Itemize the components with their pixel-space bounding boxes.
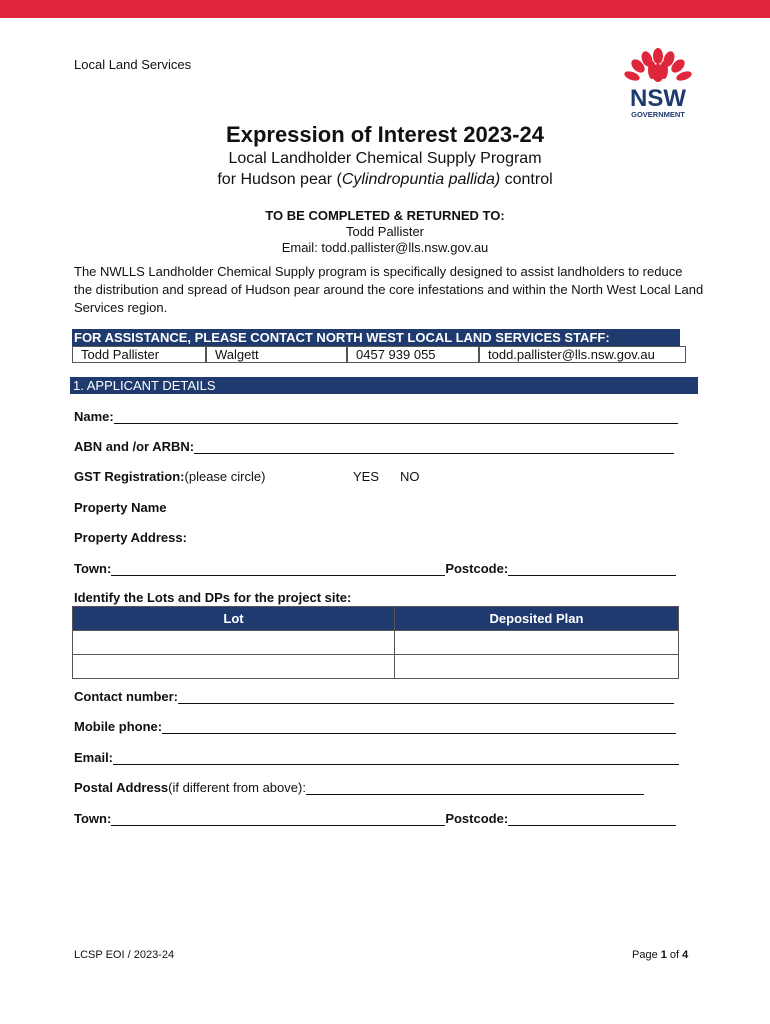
name-field bbox=[74, 409, 678, 424]
return-email: Email: todd.pallister@lls.nsw.gov.au bbox=[281, 240, 489, 255]
footer-page-number bbox=[632, 949, 688, 961]
of-word: of bbox=[666, 949, 683, 961]
abn-label: ABN and /or ARBN: bbox=[74, 439, 195, 454]
contact-phone: 0457 939 055 bbox=[347, 346, 479, 363]
postal-address-field bbox=[74, 780, 644, 795]
property-name-field bbox=[74, 500, 166, 515]
deposited-plan-column-header: Deposited Plan bbox=[395, 607, 679, 631]
postal-address-input-line[interactable] bbox=[306, 782, 644, 795]
abn-input-line[interactable] bbox=[194, 441, 674, 454]
town-input-line[interactable] bbox=[111, 563, 445, 576]
agency-name: Local Land Services bbox=[74, 57, 192, 72]
lot-cell[interactable] bbox=[73, 631, 395, 655]
town-label-2: Town: bbox=[74, 811, 112, 826]
section-applicant-details: 1. APPLICANT DETAILS bbox=[70, 377, 698, 394]
table-row bbox=[73, 631, 679, 655]
gst-label: GST Registration: bbox=[74, 469, 185, 484]
subtitle-prefix: for Hudson pear ( bbox=[217, 171, 342, 188]
gst-field bbox=[74, 469, 265, 484]
postcode-label-2: Postcode: bbox=[445, 811, 509, 826]
email-label: Email: bbox=[74, 750, 114, 765]
contact-number-field bbox=[74, 689, 674, 704]
email-field bbox=[74, 750, 679, 765]
table-row bbox=[73, 655, 679, 679]
return-heading: TO BE COMPLETED & RETURNED TO: bbox=[265, 208, 505, 223]
assistance-heading: FOR ASSISTANCE, PLEASE CONTACT NORTH WEST LOCAL LAND SERVICES STAFF: bbox=[72, 329, 680, 346]
page-word: Page bbox=[632, 949, 661, 961]
property-address-label: Property Address: bbox=[74, 530, 187, 545]
contact-name: Todd Pallister bbox=[72, 346, 206, 363]
waratah-flower-icon bbox=[623, 48, 693, 82]
subtitle-suffix: control bbox=[500, 171, 553, 188]
postal-address-label: Postal Address bbox=[74, 780, 169, 795]
postcode-label: Postcode: bbox=[445, 561, 509, 576]
postal-address-note: (if different from above): bbox=[168, 780, 306, 795]
town-postcode-field bbox=[74, 561, 676, 576]
mobile-label: Mobile phone: bbox=[74, 719, 163, 734]
intro-paragraph: The NWLLS Landholder Chemical Supply program is specifically designed to assist landholders to reduce the distribution and spread of Hudson pear around the core infestations and within the North West Local Land Services region. bbox=[74, 264, 704, 315]
abn-field bbox=[74, 439, 674, 454]
title-block bbox=[0, 120, 770, 190]
subtitle-line-1: Local Landholder Chemical Supply Program bbox=[228, 150, 542, 167]
lot-cell[interactable] bbox=[73, 655, 395, 679]
svg-text:GOVERNMENT: GOVERNMENT bbox=[631, 110, 685, 119]
lot-column-header: Lot bbox=[73, 607, 395, 631]
gst-note: (please circle) bbox=[184, 469, 266, 484]
email-input-line[interactable] bbox=[113, 752, 679, 765]
contact-number-input-line[interactable] bbox=[178, 691, 674, 704]
species-name: Cylindropuntia pallida) bbox=[341, 171, 501, 188]
gst-no-option[interactable]: NO bbox=[400, 469, 420, 484]
page-current: 1 bbox=[660, 949, 667, 961]
contact-location: Walgett bbox=[206, 346, 347, 363]
lots-dps-table bbox=[72, 606, 679, 679]
subtitle-line-2 bbox=[0, 169, 770, 190]
postcode-input-line-2[interactable] bbox=[508, 813, 676, 826]
page-title: Expression of Interest 2023-24 bbox=[226, 122, 544, 147]
page-total: 4 bbox=[682, 949, 689, 961]
top-accent-bar bbox=[0, 0, 770, 18]
dp-cell[interactable] bbox=[395, 655, 679, 679]
name-input-line[interactable] bbox=[114, 411, 678, 424]
return-to-block bbox=[0, 208, 770, 256]
gst-yes-option[interactable]: YES bbox=[353, 469, 380, 484]
contact-number-label: Contact number: bbox=[74, 689, 178, 704]
mobile-input-line[interactable] bbox=[162, 721, 676, 734]
nsw-government-logo bbox=[620, 46, 696, 122]
return-name: Todd Pallister bbox=[345, 224, 425, 239]
town-input-line-2[interactable] bbox=[111, 813, 445, 826]
property-name-label: Property Name bbox=[74, 500, 167, 515]
town-label: Town: bbox=[74, 561, 112, 576]
mobile-field bbox=[74, 719, 676, 734]
lots-table-header bbox=[73, 607, 679, 631]
svg-text:NSW: NSW bbox=[630, 85, 686, 112]
postcode-input-line[interactable] bbox=[508, 563, 676, 576]
dp-cell[interactable] bbox=[395, 631, 679, 655]
footer-document-code: LCSP EOI / 2023-24 bbox=[74, 949, 175, 961]
name-label: Name: bbox=[74, 409, 114, 424]
property-address-field bbox=[74, 530, 187, 545]
contact-email[interactable]: todd.pallister@lls.nsw.gov.au bbox=[479, 346, 686, 363]
town-postcode-field-2 bbox=[74, 811, 676, 826]
lots-dps-label: Identify the Lots and DPs for the project site: bbox=[74, 590, 352, 605]
assistance-contact-row bbox=[72, 346, 686, 363]
